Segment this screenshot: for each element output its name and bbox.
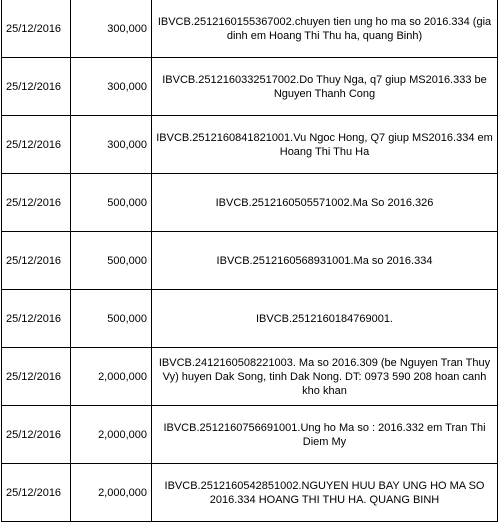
description-cell: IBVCB.2512160756691001.Ung ho Ma so : 2016.332 em Tran Thi Diem My	[152, 406, 498, 464]
table-row	[2, 58, 498, 116]
table-row	[2, 174, 498, 232]
description-cell: IBVCB.2512160542851002.NGUYEN HUU BAY UNG HO MA SO 2016.334 HOANG THI THU HA. QUANG BINH	[152, 464, 498, 522]
description-cell: IBVCB.2512160332517002.Do Thuy Nga, q7 giup MS2016.333 be Nguyen Thanh Cong	[152, 58, 498, 116]
table-row	[2, 290, 498, 348]
table-row	[2, 406, 498, 464]
date-cell: 25/12/2016	[2, 0, 71, 58]
amount-cell: 300,000	[71, 58, 152, 116]
amount-cell: 2,000,000	[71, 406, 152, 464]
donation-table	[1, 0, 498, 522]
amount-cell: 300,000	[71, 116, 152, 174]
date-cell: 25/12/2016	[2, 406, 71, 464]
description-cell: IBVCB.2412160508221003. Ma so 2016.309 (be Nguyen Tran Thuy Vy) huyen Dak Song, tinh Dak Nong. DT: 0973 590 208 hoan canh kho khan	[152, 348, 498, 406]
table-row	[2, 348, 498, 406]
date-cell: 25/12/2016	[2, 348, 71, 406]
amount-cell: 500,000	[71, 290, 152, 348]
amount-cell: 2,000,000	[71, 348, 152, 406]
date-cell: 25/12/2016	[2, 58, 71, 116]
table-row	[2, 232, 498, 290]
description-cell: IBVCB.2512160155367002.chuyen tien ung ho ma so 2016.334 (gia dinh em Hoang Thi Thu ha, quang Binh)	[152, 0, 498, 58]
amount-cell: 500,000	[71, 174, 152, 232]
description-cell: IBVCB.2512160505571002.Ma So 2016.326	[152, 174, 498, 232]
amount-cell: 500,000	[71, 232, 152, 290]
description-cell: IBVCB.2512160841821001.Vu Ngoc Hong, Q7 giup MS2016.334 em Hoang Thi Thu Ha	[152, 116, 498, 174]
table-row	[2, 116, 498, 174]
date-cell: 25/12/2016	[2, 232, 71, 290]
table-row	[2, 0, 498, 58]
date-cell: 25/12/2016	[2, 290, 71, 348]
amount-cell: 2,000,000	[71, 464, 152, 522]
date-cell: 25/12/2016	[2, 174, 71, 232]
date-cell: 25/12/2016	[2, 116, 71, 174]
amount-cell: 300,000	[71, 0, 152, 58]
date-cell: 25/12/2016	[2, 464, 71, 522]
description-cell: IBVCB.2512160184769001.	[152, 290, 498, 348]
description-cell: IBVCB.2512160568931001.Ma so 2016.334	[152, 232, 498, 290]
